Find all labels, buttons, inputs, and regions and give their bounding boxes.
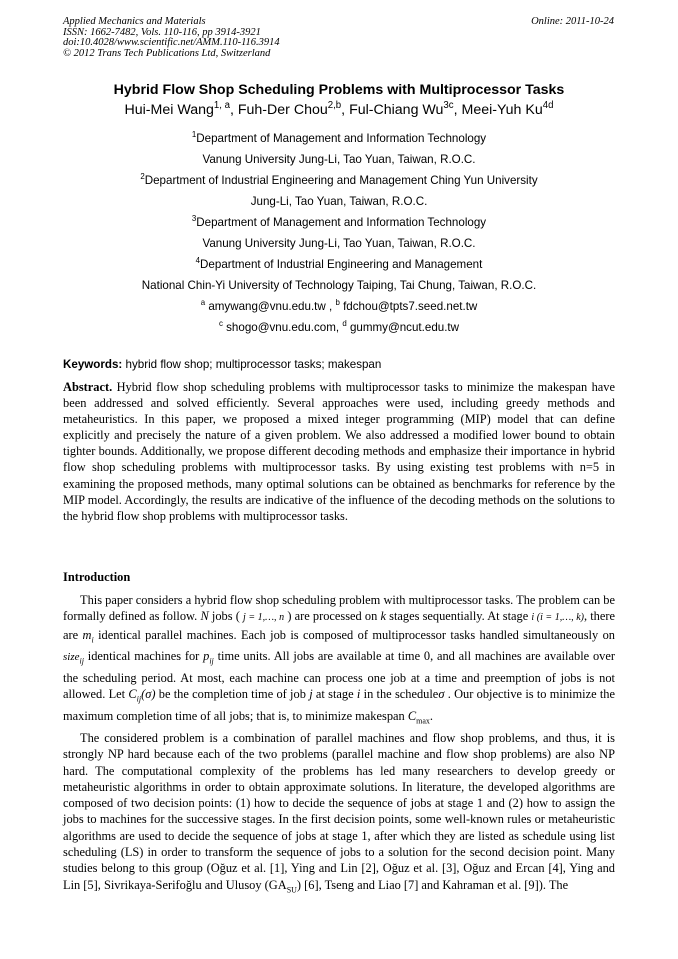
journal-header xyxy=(63,17,280,59)
affiliation-3-line-2: Vanung University Jung-Li, Tao Yuan, Taiwan, R.O.C. xyxy=(202,237,476,250)
issn-line: ISSN: 1662-7482, Vols. 110-116, pp 3914-3921 xyxy=(63,26,261,38)
abstract-block xyxy=(63,379,615,524)
affiliation-2-line-2: Jung-Li, Tao Yuan, Taiwan, R.O.C. xyxy=(250,195,428,208)
email-line-1: $^a$ amywang@vnu.edu.tw , $^b$ fdchou@tpts7.seed.net.tw xyxy=(200,298,478,313)
section-heading-introduction: Introduction xyxy=(63,570,131,584)
keywords-line xyxy=(63,358,381,371)
author-name: Meei-Yuh Ku xyxy=(461,102,543,118)
affiliation-3-line-1: $^3$Department of Management and Information Technology xyxy=(191,214,487,229)
affiliation-2-line-1: $^2$Department of Industrial Engineering and Management Ching Yun University xyxy=(140,172,538,187)
affiliation-4-line-1: $^4$Department of Industrial Engineering and Management xyxy=(195,256,483,271)
email-c[interactable]: shogo@vnu.edu.com xyxy=(226,321,336,334)
email-line-2: $^c$ shogo@vnu.edu.com, $^d$ gummy@ncut.edu.tw xyxy=(218,319,460,334)
email-b[interactable]: fdchou@tpts7.seed.net.tw xyxy=(343,300,478,313)
paragraph-1: This paper considers a hybrid flow shop scheduling problem with multiprocessor tasks. The problem can be formally defined as follow. N jobs ( j = 1,…, n ) are processed on k stages sequentially. At stage i (i = 1,…, k), there are $m_i$ identical parallel machines. Each job is composed of multiprocessor tasks handled simultaneously on size$_{ij}$ identical machines for $p_{ij}$ time units. All jobs are available at time 0, and all machines are available over the scheduling period. At most, each machine can process one job at a time and preemption of jobs is not allowed. Let $C_{ij}(\sigma)$ be the completion time of job j at stage i in the scheduleσ . Our objective is to minimize the maximum completion time of all jobs; that is, to minimize makespan $C_{max}$. xyxy=(63,593,616,726)
author-sup: 3c xyxy=(443,100,454,112)
journal-name: Applied Mechanics and Materials xyxy=(63,16,206,27)
author-sup: 1, a xyxy=(213,100,230,112)
keywords-text: hybrid flow shop; multiprocessor tasks; makespan xyxy=(125,358,382,371)
author-name: Fuh-Der Chou xyxy=(237,102,328,118)
author-sup: 4d xyxy=(542,100,554,112)
affiliation-4-line-2: National Chin-Yi University of Technology Taiping, Tai Chung, Taiwan, R.O.C. xyxy=(141,279,537,292)
abstract-text: Hybrid flow shop scheduling problems with multiprocessor tasks to minimize the makespan have been addressed and solved efficiently. Several approaches were used, including greedy methods and metaheuristics. In this paper, we proposed a mixed integer programming (MIP) model that can define explicitly and precisely the nature of a given problem. We also addressed a modified lower bound to obtain tighter bounds. Additionally, we propose different decoding methods and emphasize their importance in hybrid flow shop scheduling problems with multiprocessor tasks. By using existing test problems with n=5 in examining the proposed methods, many optimal solutions can be obtained as benchmarks for reference by the MIP model. Accordingly, the results are indicative of the influence of the decoding methods on the solutions to the hybrid flow shop problems with multiprocessor tasks. xyxy=(63,380,615,523)
paper-title: Hybrid Flow Shop Scheduling Problems with Multiprocessor Tasks xyxy=(113,82,565,98)
author-sup: 2,b xyxy=(327,100,342,112)
abstract-label: Abstract. xyxy=(63,380,113,394)
keywords-label: Keywords: xyxy=(63,358,123,371)
author-list: Hui-Mei Wang$^{1, a}$, Fuh-Der Chou$^{2,b}$, Ful-Chiang $Wu^{3c}$, Meei-Yuh $Ku^{4d}$ xyxy=(124,100,554,118)
author-name: Hui-Mei Wang xyxy=(124,102,214,118)
email-a[interactable]: amywang@vnu.edu.tw xyxy=(208,300,326,313)
copyright-line: © 2012 Trans Tech Publications Ltd, Switzerland xyxy=(63,47,271,59)
author-name: Ful-Chiang Wu xyxy=(349,102,444,118)
paragraph-2: The considered problem is a combination of parallel machines and flow shop problems, and thus, it is strongly NP hard because each of the two problems (parallel machine and flow shop problems) are also NP hard. The computational complexity of the problems has led many researchers to develop greedy or metaheuristic algorithms in order to obtain approximate solutions. In literature, the developed algorithms are composed of two decision points: (1) how to decide the sequence of jobs at stage 1 and (2) how to assign the jobs to machines for the successive stages. In the first decision points, some well-known rules or metaheuristic algorithms are used to decide the sequence of jobs at stage 1, after which they are listed as schedule using list scheduling (LS) in order to transform the sequence of jobs to a solution for the second decision point. Many studies belong to this group (Oğuz et al. [1], Ying and Lin [2], Oğuz et al. [3], Oğuz and Ercan [4], Ying and Lin [5], Sivrikaya-Serifoğlu and Ulusoy $(GA_{SU})$ [6], Tseng and Liao [7] and Kahraman et al. [9]). The xyxy=(63,730,615,895)
online-date: Online: 2011-10-24 xyxy=(531,16,614,27)
affiliation-1-line-2: Vanung University Jung-Li, Tao Yuan, Taiwan, R.O.C. xyxy=(202,153,476,166)
doi-line: doi:10.4028/www.scientific.net/AMM.110-116.3914 xyxy=(63,37,280,49)
email-d[interactable]: gummy@ncut.edu.tw xyxy=(349,321,460,334)
affiliation-1-line-1: $^1$Department of Management and Information Technology xyxy=(191,130,487,145)
introduction-body xyxy=(63,592,615,898)
